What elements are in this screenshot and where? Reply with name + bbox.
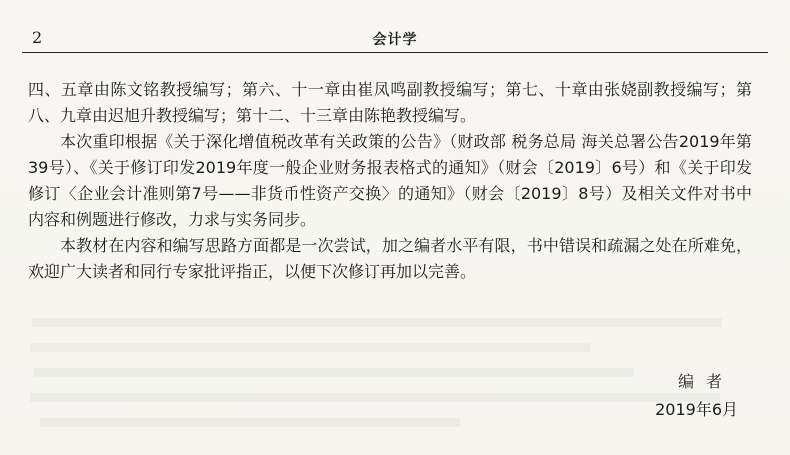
signature-date: 2019年6月 xyxy=(655,400,738,419)
page-header xyxy=(22,28,768,50)
paragraph-reprint-note: 本次重印根据《关于深化增值税改革有关政策的公告》（财政部 税务总局 海关总署公告2019年第39号）、《关于修订印发2019年度一般企业财务报表格式的通知》（财会〔2019〕6号）和《关于印发修订〈企业会计准则第7号——非货币性资产交换〉的通知》（财会〔2019〕8号）及相关文件对书中内容和例题进行修改，力求与实务同步。 xyxy=(28,132,752,229)
page-number: 2 xyxy=(32,28,43,47)
paragraph-closing-note: 本教材在内容和编写思路方面都是一次尝试，加之编者水平有限，书中错误和疏漏之处在所难免，欢迎广大读者和同行专家批评指正，以便下次修订再加以完善。 xyxy=(28,236,752,281)
signature-author: 编者 xyxy=(677,372,734,391)
header-rule xyxy=(22,52,768,53)
body-text xyxy=(28,77,752,285)
signature-block xyxy=(655,368,738,424)
paragraph-continued: 四、五章由陈文铭教授编写；第六、十一章由崔凤鸣副教授编写；第七、十章由张娆副教授编写；第八、九章由迟旭升教授编写；第十二、十三章由陈艳教授编写。 xyxy=(28,80,752,125)
running-title: 会计学 xyxy=(372,32,418,48)
